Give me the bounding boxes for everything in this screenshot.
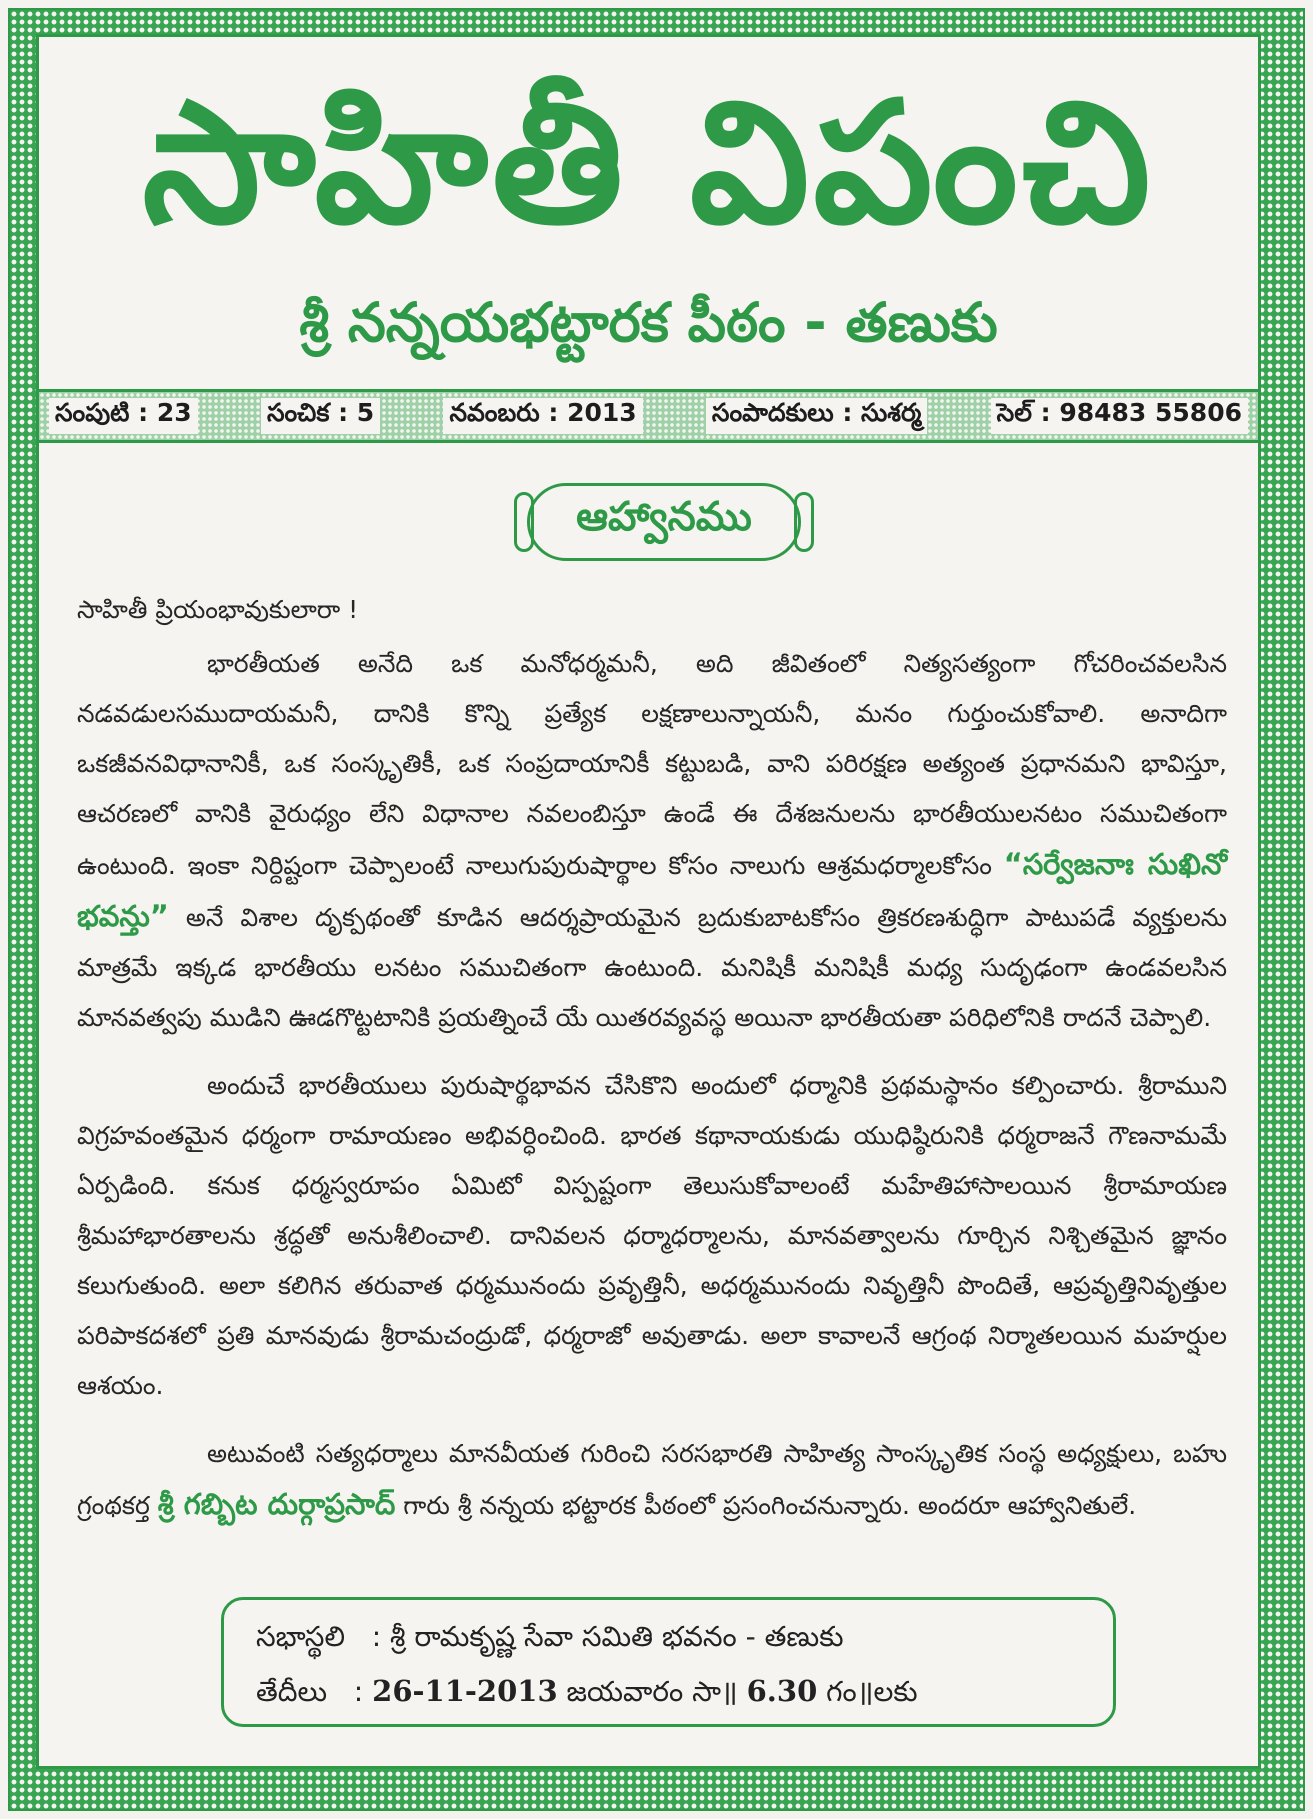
masthead [39, 37, 1258, 389]
venue-date-prefix: : [353, 1675, 364, 1708]
volume-info: సంపుటి : 23 [49, 398, 198, 434]
month-info: నవంబరు : 2013 [443, 398, 642, 434]
venue-time: 6.30 [746, 1674, 818, 1708]
venue-date-label: తేదీలు [256, 1675, 328, 1708]
paragraph-3-rest: గారు శ్రీ నన్నయ భట్టారక పీఠంలో ప్రసంగించనున్నారు. అందరూ ఆహ్వానితులే. [403, 1491, 1137, 1520]
page-subtitle: శ్రీ నన్నయభట్టారక పీఠం - తణుకు [299, 291, 998, 354]
content-panel [36, 34, 1261, 1769]
venue-date-line [256, 1664, 1081, 1719]
venue-place-line [256, 1610, 1081, 1664]
speaker-name: శ్రీ గబ్బిట దుర్గాప్రసాద్ [157, 1487, 396, 1521]
venue-place-label: సభాస్థలి [256, 1620, 345, 1653]
venue-time-suffix: గం॥లకు [826, 1675, 918, 1708]
invitation-heading: ఆహ్వానము [576, 494, 752, 540]
editor-info: సంపాదకులు : సుశర్మ [706, 398, 927, 434]
paragraph-1-text: భారతీయత అనేది ఒక మనోధర్మమనీ, అది జీవితంలో నిత్యసత్యంగా గోచరించవలసిన నడవడులసముదాయమనీ, దానికి కొన్ని ప్రత్యేక లక్షణాలున్నాయనీ, మనం గుర్తుంచుకోవాలి. అనాదిగా ఒకజీవనవిధానానికీ, ఒక సంస్కృతికీ, ఒక సంప్రదాయానికీ కట్టుబడి, వాని పరిరక్షణ అత్యంత ప్రధానమని భావిస్తూ, ఆచరణలో వానికి వైరుధ్యం లేని విధానాల నవలంబిస్తూ ఉండే ఈ దేశజనులను భారతీయులనటం సముచితంగా ఉంటుంది. ఇంకా నిర్దిష్టంగా చెప్పాలంటే నాలుగుపురుషార్థాల కోసం నాలుగు ఆశ్రమధర్మాలకోసం [77, 649, 1227, 880]
greeting: సాహితీ ప్రియంభావుకులారా ! [77, 595, 359, 624]
paragraph-2: అందుచే భారతీయులు పురుషార్థభావన చేసికొని అందులో ధర్మానికి ప్రథమస్థానం కల్పించారు. శ్రీరాముని విగ్రహవంతమైన ధర్మంగా రామాయణం అభివర్ధించింది. భారత కథానాయకుడు యుధిష్ఠిరునికి ధర్మరాజనే గౌణనామమే ఏర్పడింది. కనుక ధర్మస్వరూపం ఏమిటో విస్పష్టంగా తెలుసుకోవాలంటే మహేతిహాసాలయిన శ్రీరామాయణ శ్రీమహాభారతాలను శ్రద్ధతో అనుశీలించాలి. దానివలన ధర్మాధర్మాలను, మానవత్వాలను గూర్చిన నిశ్చితమైన జ్ఞానం కలుగుతుంది. అలా కలిగిన తరువాత ధర్మమునందు ప్రవృత్తినీ, అధర్మమునందు నివృత్తినీ పొందితే, ఆప్రవృత్తినివృత్తుల పరిపాకదశలో ప్రతి మానవుడు శ్రీరామచంద్రుడో, ధర్మరాజో అవుతాడు. అలా కావాలనే ఆగ్రంథ నిర్మాతలయిన మహర్షుల ఆశయం. [77, 1071, 1227, 1400]
venue-place: : శ్రీ రామకృష్ణ సేవా సమితి భవనం - తణుకు [371, 1620, 844, 1653]
sanskrit-quote: “సర్వేజనాః సుఖినో భవన్తు” [77, 847, 1227, 933]
venue-box [221, 1597, 1116, 1727]
paragraph-3 [77, 1429, 1227, 1531]
issue-info-bar [39, 389, 1258, 443]
paragraph-1 [77, 639, 1227, 1043]
letter-body [77, 585, 1227, 1531]
issue-info: సంచిక : 5 [261, 398, 380, 434]
page-title: సాహితీ విపంచి [142, 65, 1155, 261]
venue-day: జయవారం సా॥ [566, 1675, 738, 1708]
paragraph-1-rest: అనే విశాల దృక్పథంతో కూడిన ఆదర్శప్రాయమైన బ్రదుకుబాటకోసం త్రికరణశుద్ధిగా పాటుపడే వ్యక్తులను మాత్రమే ఇక్కడ భారతీయు లనటం సముచితంగా ఉంటుంది. మనిషికీ మనిషికీ మధ్య సుదృఢంగా ఉండవలసిన మానవత్వపు ముడిని ఊడగొట్టటానికి ప్రయత్నించే యే యితరవ్యవస్థ అయినా భారతీయతా పరిధిలోనికి రాదనే చెప్పాలి. [77, 903, 1227, 1032]
invitation-heading-box [527, 483, 801, 561]
paragraph-3-text: అటువంటి సత్యధర్మాలు మానవీయత గురించి సరసభారతి సాహిత్య సాంస్కృతిక సంస్థ అధ్యక్షులు, బహు గ్రంథకర్త [77, 1439, 1227, 1520]
venue-date: 26-11-2013 [372, 1674, 558, 1708]
phone-info: సెల్ : 98483 55806 [991, 398, 1248, 434]
